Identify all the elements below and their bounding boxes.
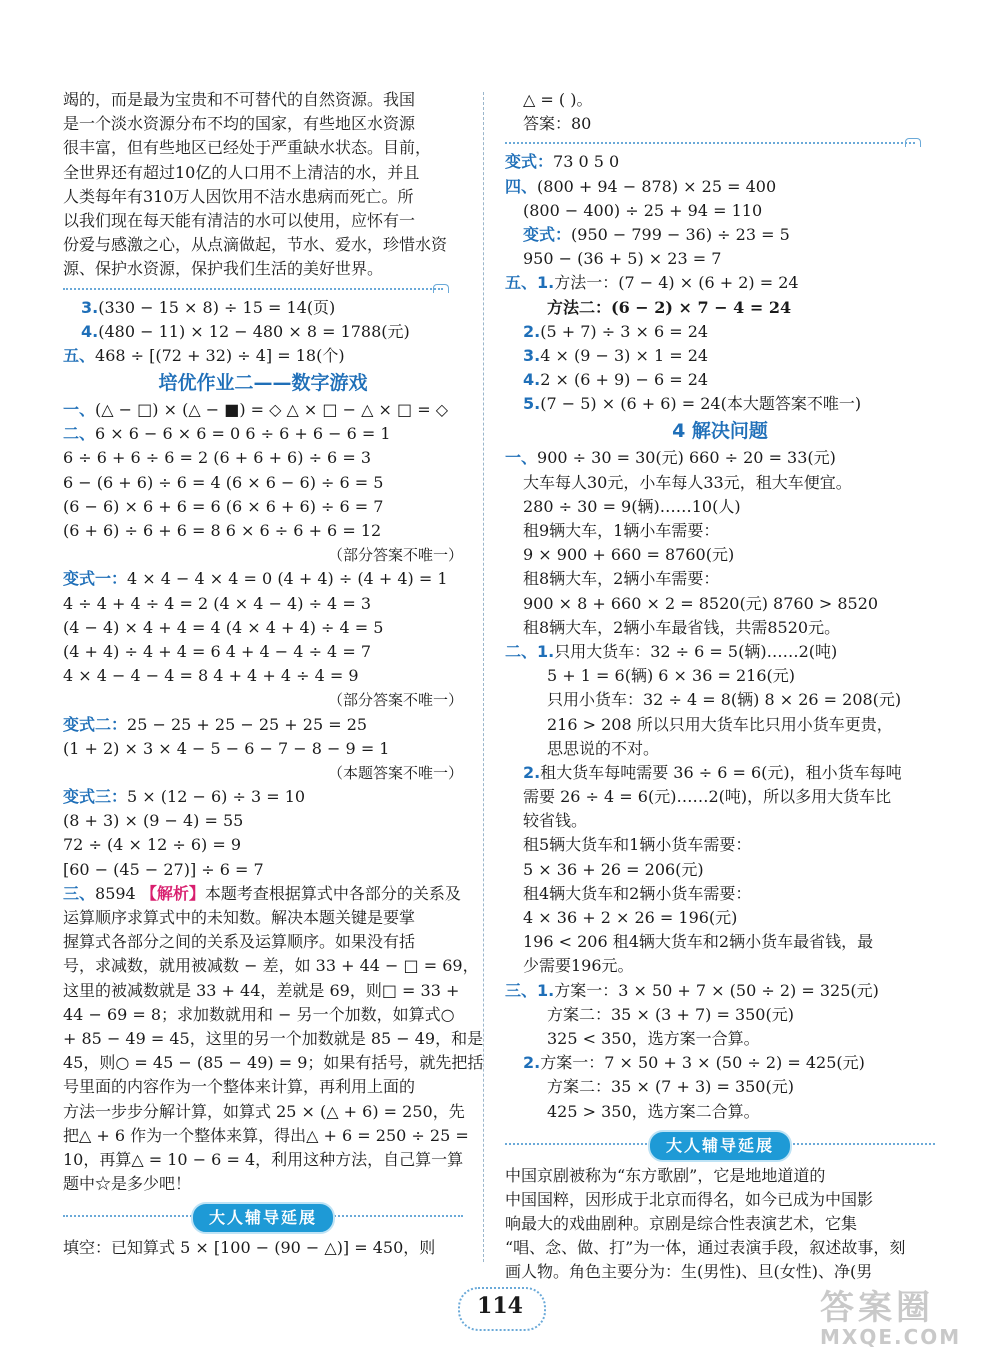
item-number: 2. [523, 321, 541, 341]
answer-line: (8 + 3) × (9 − 4) = 55 [63, 811, 244, 831]
answer-line: 五、468 ÷ [(72 + 32) ÷ 4] = 18(个) [63, 345, 345, 365]
analysis-line: + 85 − 49 = 45，这里的另一个加数就是 85 − 49，和是 [63, 1028, 484, 1048]
answer-line: 租8辆大车，2辆小车需要： [523, 569, 720, 589]
answer-line: 变式一：4 × 4 − 4 × 4 = 0 (4 + 4) ÷ (4 + 4) = 1 [63, 569, 448, 589]
answer-line: 4 × 4 − 4 − 4 = 8 4 + 4 + 4 ÷ 4 = 9 [63, 666, 359, 686]
answer-line: 思思说的不对。 [547, 738, 660, 758]
answer-line: (4 + 4) ÷ 4 + 4 = 6 4 + 4 − 4 ÷ 4 = 7 [63, 641, 371, 661]
answer-line [505, 320, 935, 344]
answer-line: 280 ÷ 30 = 9(辆)……10(人) [523, 496, 741, 516]
answer-block [505, 785, 935, 979]
answer-line: 二、1.只用大货车：32 ÷ 6 = 5(辆)……2(吨) [505, 641, 838, 661]
answer-block [63, 592, 463, 689]
column-divider [483, 92, 484, 1262]
opera-paragraph [505, 1164, 935, 1285]
answer-line: 4.(480 − 11) × 12 − 480 × 8 = 1788(元) [81, 321, 410, 341]
answer-block [505, 88, 935, 136]
answer-line: △ = ( )。 [523, 90, 593, 109]
section-separator [505, 136, 935, 150]
section-title: 培优作业二——数字游戏 [158, 372, 368, 395]
paragraph-line: 画人物。角色主要分为：生(男性)、旦(女性)、净(男 [505, 1262, 873, 1282]
answer-line: 只用小货车：32 ÷ 4 = 8(辆) 8 × 26 = 208(元) [547, 690, 902, 710]
paragraph-line: 以我们现在每天能有清洁的水可以使用，应怀有一 [63, 210, 416, 230]
analysis-line: 号里面的内容作为一个整体来计算，再利用上面的 [63, 1077, 416, 1097]
answer-line: 900 × 8 + 660 × 2 = 8520(元) 8760 > 8520 [523, 593, 879, 613]
section-title: 4 解决问题 [672, 420, 768, 443]
answer-line: (6 + 6) ÷ 6 + 6 = 8 6 × 6 ÷ 6 + 6 = 12 [63, 521, 382, 540]
answer-line: 9 × 900 + 660 = 8760(元) [523, 545, 735, 565]
answer-line: 较省钱。 [523, 811, 588, 831]
tutoring-banner: 大人辅导延展 [63, 1200, 463, 1232]
answer-block [63, 446, 463, 543]
intro-paragraph [63, 88, 463, 282]
answer-line: (6 − 6) × 6 + 6 = 6 (6 × 6 + 6) ÷ 6 = 7 [63, 496, 384, 516]
item-number: 3. [523, 345, 541, 365]
answer-line: 变式：73 0 5 0 [505, 152, 620, 172]
page-number: 114 [452, 1293, 548, 1319]
paragraph-line: “唱、念、做、打”为一体，通过表演手段，叙述故事，刻 [505, 1238, 906, 1258]
answer-note: （部分答案不唯一） [327, 691, 463, 710]
answer-line: 325 < 350，选方案一合算。 [547, 1028, 760, 1048]
answer-block [63, 737, 463, 761]
fill-question: 填空：已知算式 5 × [100 − (90 − △)] = 450，则 [63, 1238, 436, 1258]
answer-line: 5 + 1 = 6(辆) 6 × 36 = 216(元) [547, 666, 795, 686]
answer-note: （本题答案不唯一） [327, 763, 463, 782]
analysis-line: 号，求减数，就用被减数 − 差，如 33 + 44 − □ = 69， [63, 956, 479, 976]
answer-line: (1 + 2) × 3 × 4 − 5 − 6 − 7 − 8 − 9 = 1 [63, 738, 390, 758]
answer-block [505, 1003, 935, 1051]
paragraph-line: 响最大的戏曲剧种。京剧是综合性表演艺术，它集 [505, 1214, 858, 1234]
answer-line [505, 368, 935, 392]
analysis-line: 题中☆是多少吧！ [63, 1174, 192, 1194]
answer-line: 6 − (6 + 6) ÷ 6 = 4 (6 × 6 − 6) ÷ 6 = 5 [63, 472, 384, 492]
answer-line: 一、900 ÷ 30 = 30(元) 660 ÷ 20 = 33(元) [505, 448, 836, 468]
answer-line: 方案二：35 × (3 + 7) = 350(元) [547, 1004, 794, 1024]
answer-line: 大车每人30元，小车每人33元，租大车便宜。 [523, 472, 852, 492]
answer-line: 3.(330 − 15 × 8) ÷ 15 = 14(页) [81, 297, 336, 317]
paragraph-line: 份爱与感激之心，从点滴做起，节水、爱水，珍惜水资 [63, 235, 448, 255]
answer-line [505, 344, 935, 368]
answer-line: 方法二：(6 − 2) × 7 − 4 = 24 [547, 297, 792, 317]
paragraph-line: 人类每年有310万人因饮用不洁水患病而死亡。所 [63, 186, 414, 206]
answer-line: 196 < 206 租4辆大货车和2辆小货车最省钱，最 [523, 932, 874, 952]
analysis-line: 这里的被减数就是 33 + 44，差就是 69，则□ = 33 + [63, 980, 460, 1000]
answer-line: 216 > 208 所以只用大货车比只用小货车更贵， [547, 714, 893, 734]
answer-line: 2.租大货车每吨需要 36 ÷ 6 = 6(元)，租小货车每吨 [523, 762, 902, 782]
item-text: (5 + 7) ÷ 3 × 6 = 24 [540, 321, 709, 341]
answer-line: 4 × 36 + 2 × 26 = 196(元) [523, 908, 738, 927]
answer-line [505, 392, 935, 416]
tutoring-banner: 大人辅导延展 [505, 1128, 935, 1160]
answer-line: 答案：80 [523, 114, 592, 134]
analysis-line: 方法一步步分解计算，如算式 25 × (△ + 6) = 250，先 [63, 1101, 465, 1121]
answer-line: 一、(△ − □) × (△ − ■) = ◇ △ × □ − △ × □ = ◇ [63, 400, 448, 420]
answer-line: 三、8594 【解析】本题考查根据算式中各部分的关系及 [63, 883, 461, 903]
paragraph-line: 竭的，而是最为宝贵和不可替代的自然资源。我国 [63, 90, 416, 109]
paragraph-line: 全世界还有超过10亿的人口用不上清洁的水，并且 [63, 162, 420, 182]
item-text: 2 × (6 + 9) − 6 = 24 [540, 370, 709, 390]
paragraph-line: 是一个淡水资源分布不均的国家，有些地区水资源 [63, 114, 416, 134]
item-number: 5. [523, 394, 541, 414]
analysis-line: 45，则○ = 45 − (85 − 49) = 9；如果有括号，就先把括 [63, 1053, 484, 1073]
answer-block [505, 199, 935, 223]
answer-line: 少需要196元。 [523, 956, 634, 976]
item-text: (7 − 5) × (6 + 6) = 24(本大题答案不唯一) [540, 394, 862, 414]
item-number: 4. [523, 370, 541, 390]
answer-line: 4 ÷ 4 + 4 ÷ 4 = 2 (4 × 4 − 4) ÷ 4 = 3 [63, 593, 371, 613]
answer-note: （部分答案不唯一） [327, 546, 463, 565]
analysis-block [63, 906, 484, 1196]
paragraph-line: 源、保护水资源，保护我们生活的美好世界。 [63, 259, 384, 279]
answer-line: 变式二：25 − 25 + 25 − 25 + 25 = 25 [63, 714, 368, 734]
answer-line: 950 − (36 + 5) × 23 = 7 [523, 249, 722, 269]
paragraph-line: 中国京剧被称为“东方歌剧”，它是地地道道的 [505, 1165, 826, 1185]
answer-line: 需要 26 ÷ 4 = 6(元)……2(吨)，所以多用大货车比 [523, 787, 892, 807]
answer-block [505, 664, 935, 761]
answer-line: 425 > 350，选方案二合算。 [547, 1101, 760, 1121]
answer-line: 租4辆大货车和2辆小货车需要： [523, 883, 752, 903]
paragraph-line: 很丰富，但有些地区已经处于严重缺水状态。目前， [63, 138, 432, 158]
analysis-line: 把△ + 6 作为一个整体来算，得出△ + 6 = 250 ÷ 25 = [63, 1125, 469, 1145]
item-text: 4 × (9 − 3) × 1 = 24 [540, 345, 709, 365]
answer-line: 5 × 36 + 26 = 206(元) [523, 859, 704, 879]
answer-block [505, 471, 935, 640]
analysis-line: 运算顺序求算式中的未知数。解决本题关键是要掌 [63, 908, 416, 927]
answer-line: (800 − 400) ÷ 25 + 94 = 110 [523, 200, 763, 220]
analysis-line: 10，再算△ = 10 − 6 = 4，利用这种方法，自己算一算 [63, 1149, 464, 1169]
answer-line: 五、1.方法一：(7 − 4) × (6 + 2) = 24 [505, 273, 799, 293]
answer-block [505, 1075, 935, 1123]
answer-block [63, 809, 463, 882]
analysis-line: 握算式各部分之间的关系及运算顺序。如果没有括 [63, 932, 416, 952]
left-column [63, 88, 484, 1260]
answer-line: 租9辆大车，1辆小车需要： [523, 521, 720, 540]
answer-line: 变式：(950 − 799 − 36) ÷ 23 = 5 [523, 224, 790, 244]
right-column [505, 88, 935, 1285]
answer-line: 变式三：5 × (12 − 6) ÷ 3 = 10 [63, 787, 306, 807]
paragraph-line: 中国国粹，因形成于北京而得名，如今已成为中国影 [505, 1189, 874, 1209]
answer-line: 租5辆大货车和1辆小货车需要： [523, 835, 752, 855]
answer-line: 2.方案一：7 × 50 + 3 × (50 ÷ 2) = 425(元) [523, 1053, 865, 1073]
answer-line: 6 ÷ 6 + 6 ÷ 6 = 2 (6 + 6 + 6) ÷ 6 = 3 [63, 448, 371, 468]
answer-line: [60 − (45 − 27)] ÷ 6 = 7 [63, 859, 264, 879]
section-separator [63, 282, 463, 296]
answer-line: 租8辆大车，2辆小车最省钱，共需8520元。 [523, 617, 841, 637]
answer-line: 二、6 × 6 − 6 × 6 = 0 6 ÷ 6 + 6 − 6 = 1 [63, 424, 391, 444]
answer-block [505, 320, 935, 417]
answer-line: 三、1.方案一：3 × 50 + 7 × (50 ÷ 2) = 325(元) [505, 980, 879, 1000]
answer-line: 72 ÷ (4 × 12 ÷ 6) = 9 [63, 835, 242, 855]
analysis-line: 44 − 69 = 8；求加数就用和 − 另一个加数，如算式○ [63, 1004, 455, 1024]
answer-line: 方案二：35 × (7 + 3) = 350(元) [547, 1077, 794, 1097]
answer-line: (4 − 4) × 4 + 4 = 4 (4 × 4 + 4) ÷ 4 = 5 [63, 617, 384, 637]
watermark-logo: 答案圈 MXQE.COM [820, 1288, 962, 1349]
answer-line: 四、(800 + 94 − 878) × 25 = 400 [505, 176, 777, 196]
